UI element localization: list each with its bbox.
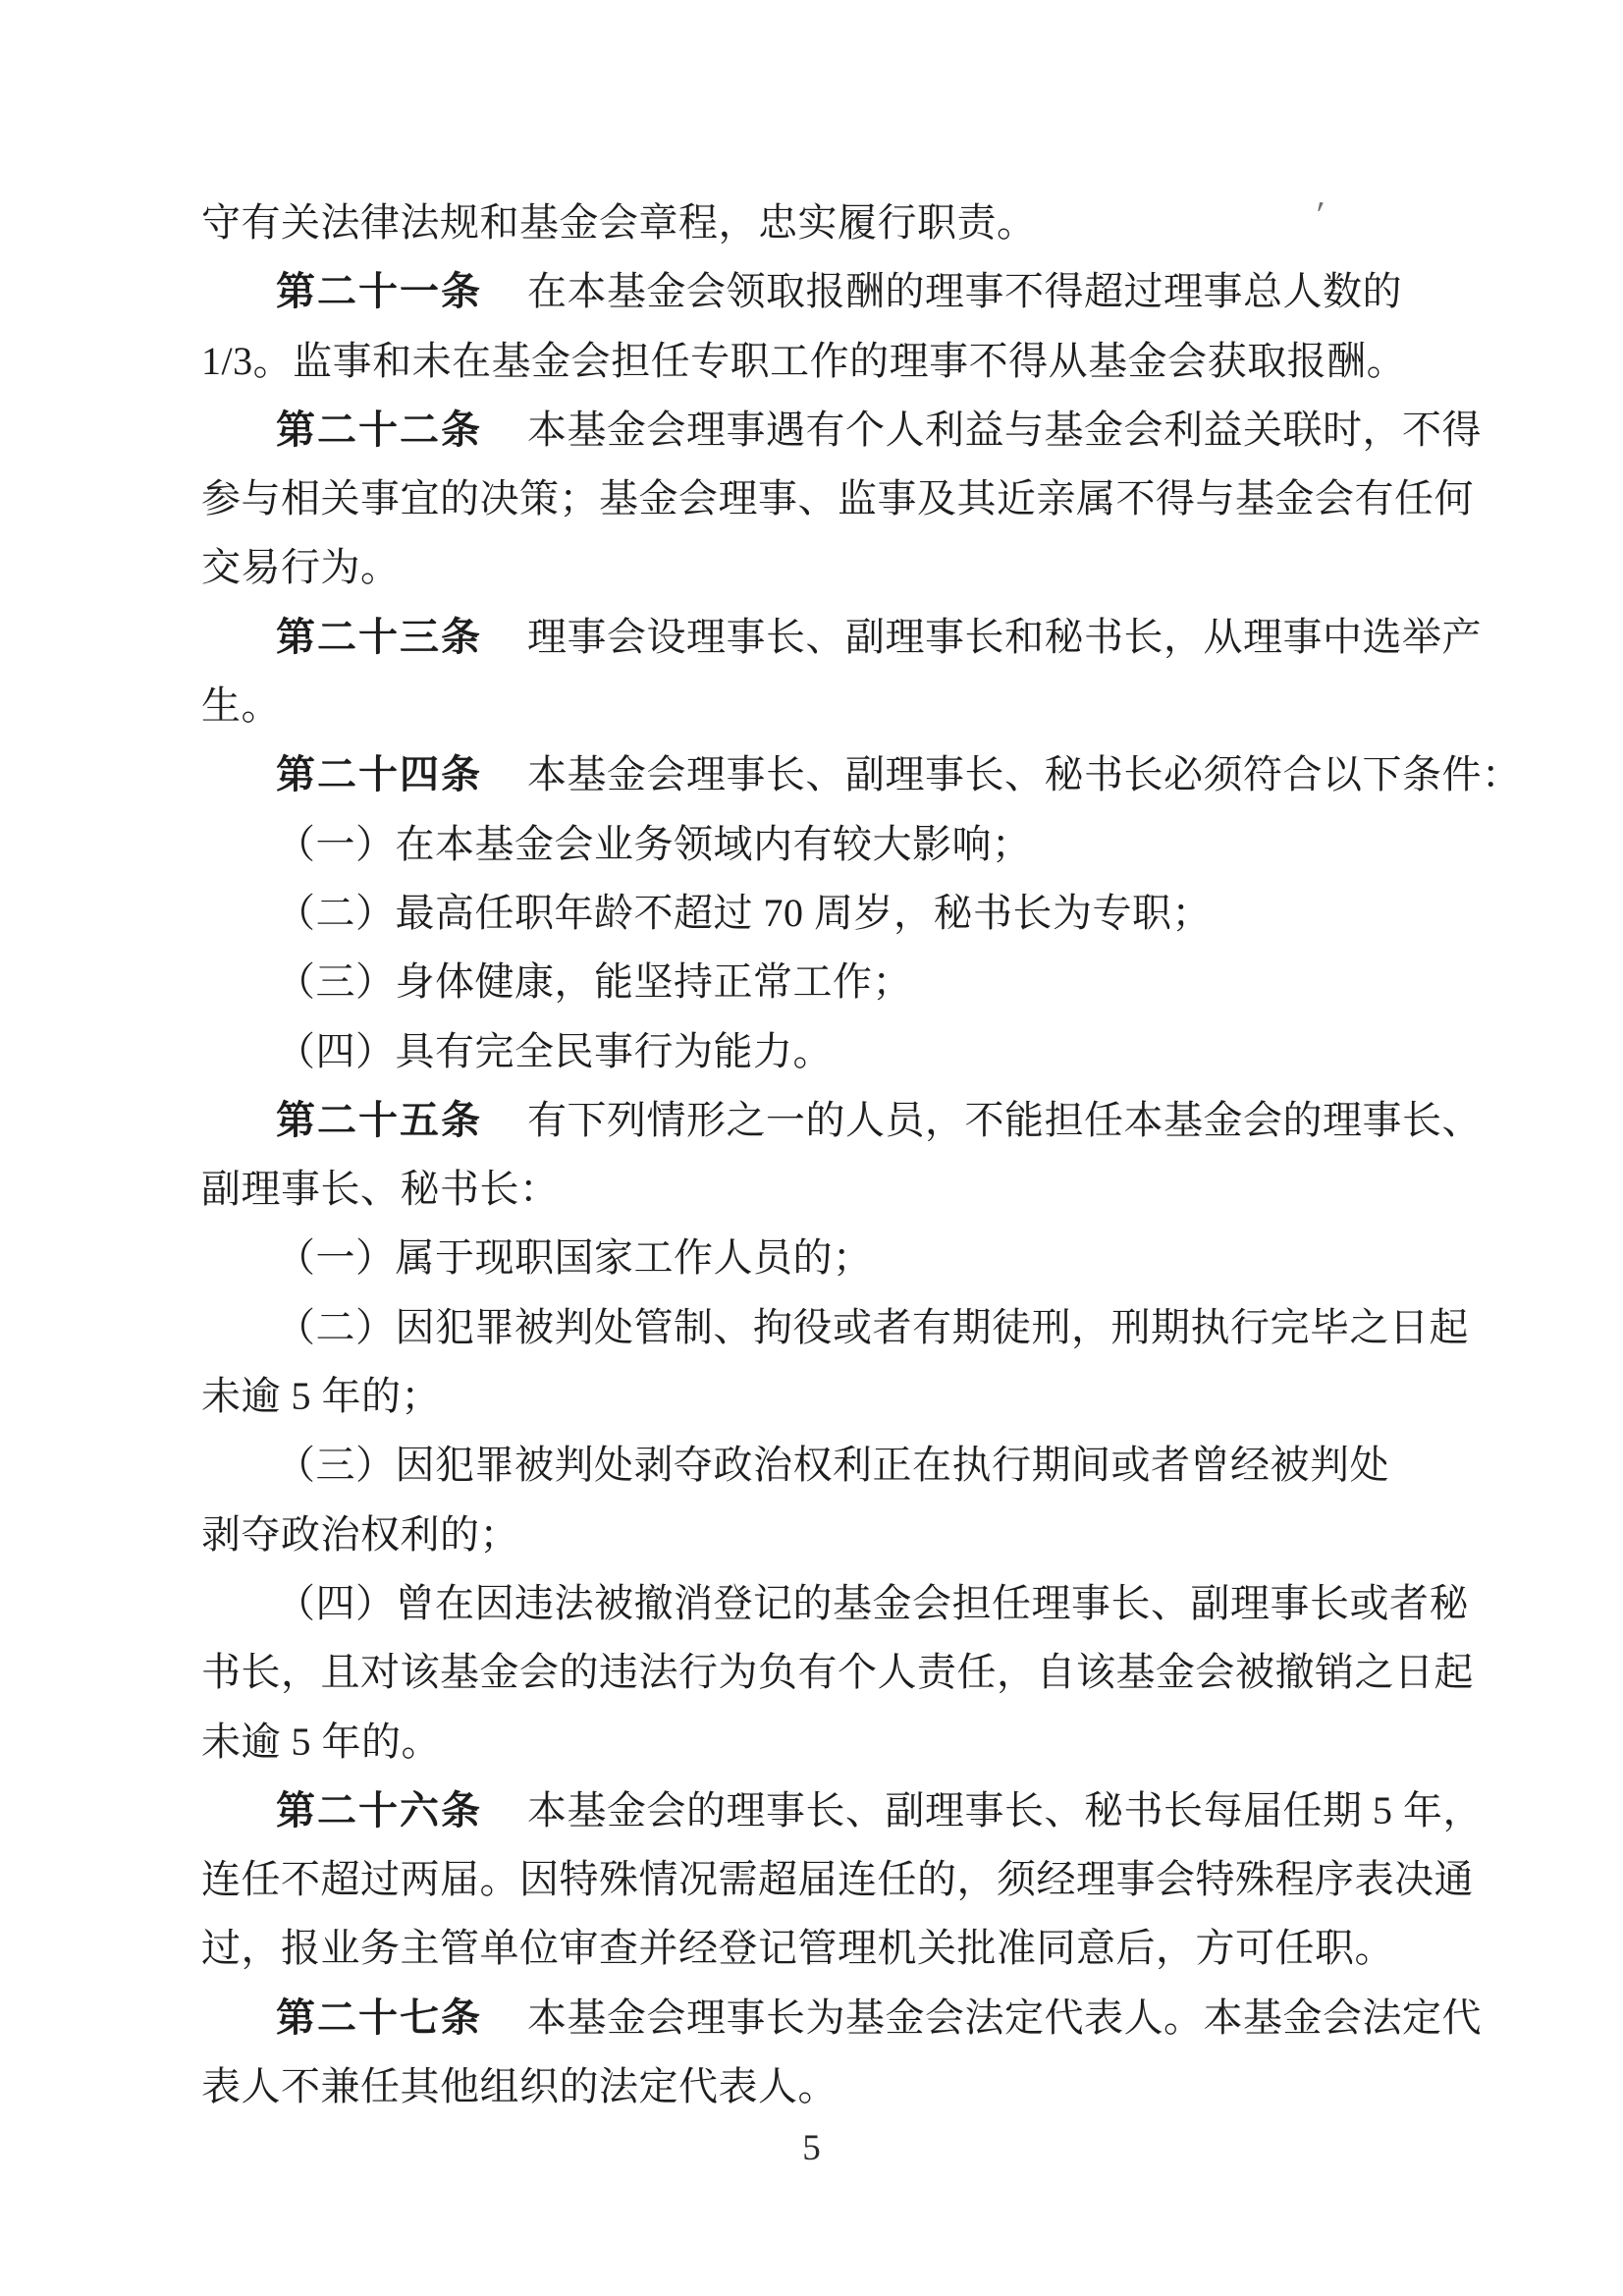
article-label: 第二十五条: [276, 1098, 482, 1142]
text-line: 副理事长、秘书长：: [201, 1167, 560, 1212]
article-label: 第二十七条: [276, 1995, 482, 2040]
article-label: 第二十一条: [276, 270, 482, 314]
page-number: 5: [802, 2128, 821, 2168]
text-line: 过，报业务主管单位审查并经登记管理机关批准同意后，方可任职。: [201, 1926, 1394, 1971]
text-line: 表人不兼任其他组织的法定代表人。: [201, 2064, 838, 2109]
text-line: 第二十四条 本基金会理事长、副理事长、秘书长必须符合以下条件：: [276, 752, 1522, 797]
text-line: 1/3。监事和未在基金会担任专职工作的理事不得从基金会获取报酬。: [201, 338, 1407, 383]
text-line: 第二十三条 理事会设理事长、副理事长和秘书长，从理事中选举产: [276, 614, 1482, 659]
text-line: （一）属于现职国家工作人员的；: [276, 1235, 873, 1281]
text-line: （三）身体健康，能坚持正常工作；: [276, 959, 912, 1005]
text-line: 未逾 5 年的；: [201, 1374, 441, 1419]
article-label: 第二十四条: [276, 753, 482, 797]
text-line: 第二十五条 有下列情形之一的人员，不能担任本基金会的理事长、: [276, 1097, 1482, 1142]
text-line: 守有关法律法规和基金会章程，忠实履行职责。: [201, 200, 1037, 245]
text-line: 未逾 5 年的。: [201, 1719, 441, 1764]
text-line: 第二十七条 本基金会理事长为基金会法定代表人。本基金会法定代: [276, 1995, 1482, 2040]
text-line: 书长，且对该基金会的违法行为负有个人责任，自该基金会被撤销之日起: [201, 1650, 1474, 1695]
article-label: 第二十三条: [276, 615, 482, 659]
text-line: 剥夺政治权利的；: [201, 1511, 519, 1557]
text-line: （四）具有完全民事行为能力。: [276, 1028, 833, 1073]
stray-mark: ′: [1313, 193, 1326, 237]
text-line: 交易行为。: [201, 545, 401, 590]
article-label: 第二十六条: [276, 1788, 482, 1832]
article-label: 第二十二条: [276, 408, 482, 452]
text-line: （二）因犯罪被判处管制、拘役或者有期徒刑，刑期执行完毕之日起: [276, 1304, 1469, 1349]
text-line: （一）在本基金会业务领域内有较大影响；: [276, 821, 1032, 866]
text-line: （四）曾在因违法被撤消登记的基金会担任理事长、副理事长或者秘: [276, 1580, 1469, 1625]
text-line: 第二十二条 本基金会理事遇有个人利益与基金会利益关联时，不得: [276, 407, 1482, 452]
text-line: 生。: [201, 683, 281, 729]
text-line: 连任不超过两届。因特殊情况需超届连任的，须经理事会特殊程序表决通: [201, 1857, 1474, 1902]
text-line: 参与相关事宜的决策；基金会理事、监事及其近亲属不得与基金会有任何: [201, 476, 1474, 521]
text-line: （三）因犯罪被判处剥夺政治权利正在执行期间或者曾经被判处: [276, 1443, 1389, 1488]
text-line: （二）最高任职年龄不超过 70 周岁，秘书长为专职；: [276, 890, 1212, 935]
text-line: 第二十一条 在本基金会领取报酬的理事不得超过理事总人数的: [276, 269, 1402, 314]
document-text: [201, 189, 1522, 2121]
text-line: 第二十六条 本基金会的理事长、副理事长、秘书长每届任期 5 年，: [276, 1787, 1483, 1832]
